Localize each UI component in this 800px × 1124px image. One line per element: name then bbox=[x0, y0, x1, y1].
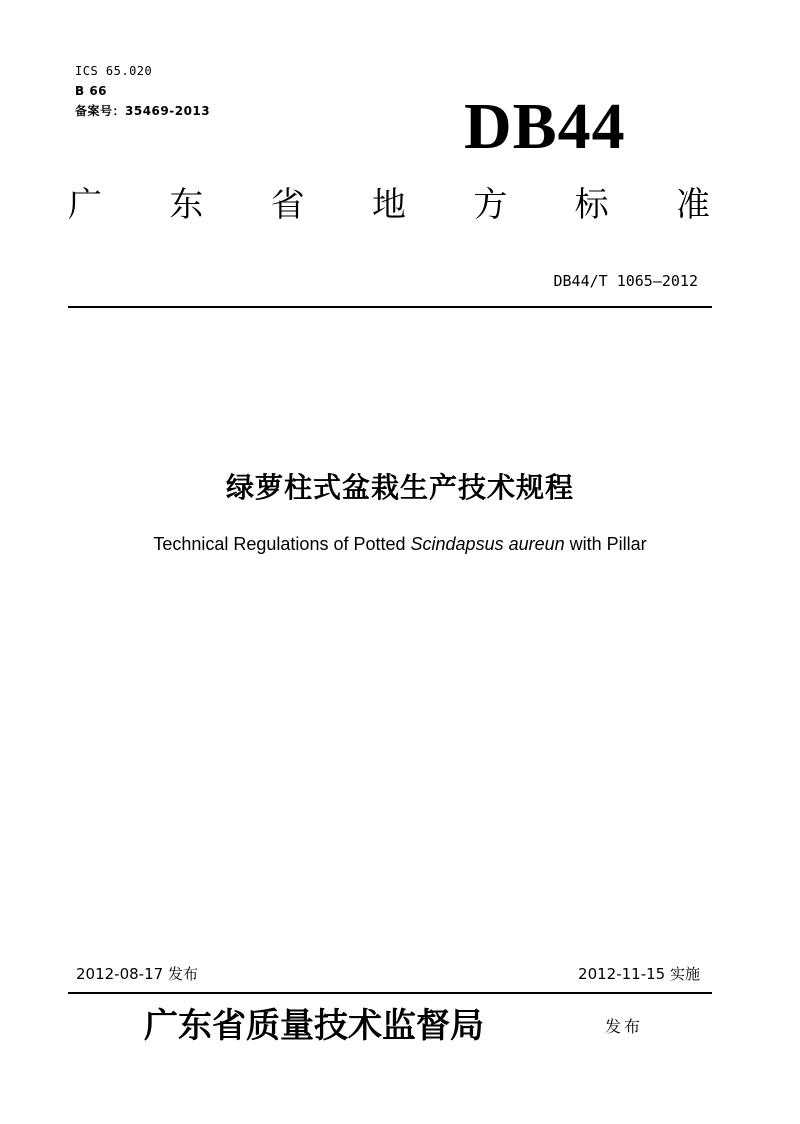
document-title-english bbox=[0, 533, 800, 555]
publish-date: 2012-08-17 发布 bbox=[76, 965, 198, 983]
document-title-chinese: 绿萝柱式盆栽生产技术规程 bbox=[225, 471, 574, 504]
standard-type-char: 地 bbox=[371, 185, 406, 225]
standard-type-char: 省 bbox=[270, 185, 305, 225]
title-en-species: Scindapsus aureun bbox=[410, 534, 565, 554]
standard-type-char: 准 bbox=[675, 185, 710, 225]
title-en-prefix: Technical Regulations of Potted bbox=[153, 534, 411, 554]
standard-number: DB44/T 1065—2012 bbox=[553, 272, 698, 290]
standard-type-char: 东 bbox=[169, 185, 204, 225]
standard-type-heading bbox=[68, 184, 710, 226]
db-logo: DB44 bbox=[464, 90, 626, 163]
standard-type-char: 方 bbox=[473, 185, 508, 225]
issuing-authority: 广东省质量技术监督局 bbox=[144, 1006, 484, 1046]
standard-type-char: 标 bbox=[574, 185, 609, 225]
top-divider bbox=[68, 306, 712, 308]
effective-date: 2012-11-15 实施 bbox=[578, 965, 700, 983]
title-en-suffix: with Pillar bbox=[564, 534, 647, 554]
filing-number: 备案号：35469-2013 bbox=[75, 104, 211, 118]
standard-type-char: 广 bbox=[68, 185, 102, 225]
issue-action: 发布 bbox=[605, 1017, 644, 1036]
ccs-code: B 66 bbox=[75, 84, 108, 98]
ics-code: ICS 65.020 bbox=[75, 64, 153, 78]
bottom-divider bbox=[68, 992, 712, 994]
